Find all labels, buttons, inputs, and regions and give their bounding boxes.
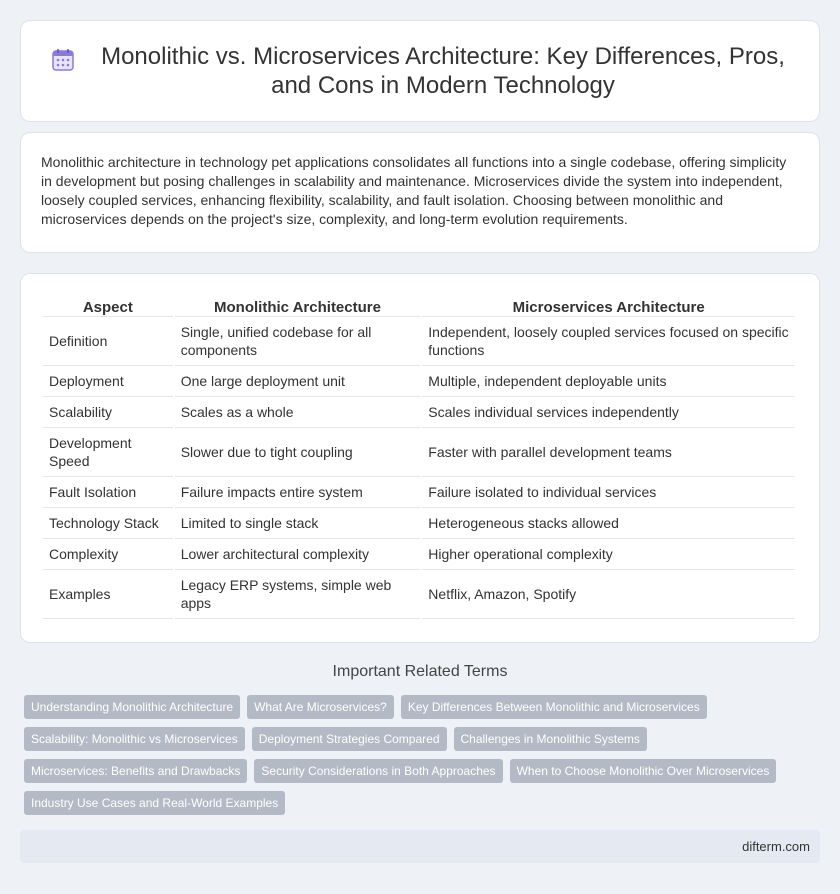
- cell-aspect: Development Speed: [43, 428, 173, 477]
- cell-aspect: Definition: [43, 317, 173, 366]
- header-aspect: Aspect: [43, 294, 173, 317]
- table-row: [43, 366, 795, 397]
- comparison-card: [20, 273, 820, 643]
- cell-microservices: Scales individual services independently: [422, 397, 795, 428]
- cell-aspect: Fault Isolation: [43, 477, 173, 508]
- related-terms-heading: Important Related Terms: [332, 663, 508, 680]
- page-title: Monolithic vs. Microservices Architecture: Key Differences, Pros, and Cons in Modern Technology: [101, 43, 785, 99]
- cell-monolithic: Legacy ERP systems, simple web apps: [175, 570, 421, 619]
- tag-row: [24, 791, 824, 815]
- table-row: [43, 477, 795, 508]
- related-term-tag[interactable]: What Are Microservices?: [247, 695, 394, 719]
- cell-microservices: Higher operational complexity: [422, 539, 795, 570]
- table-row: [43, 317, 795, 366]
- cell-microservices: Faster with parallel development teams: [422, 428, 795, 477]
- cell-aspect: Technology Stack: [43, 508, 173, 539]
- table-row: [43, 428, 795, 477]
- cell-aspect: Complexity: [43, 539, 173, 570]
- footer: [20, 830, 820, 863]
- cell-monolithic: Single, unified codebase for all components: [175, 317, 421, 366]
- related-terms-list: [24, 695, 824, 823]
- related-term-tag[interactable]: Challenges in Monolithic Systems: [454, 727, 647, 751]
- cell-aspect: Examples: [43, 570, 173, 619]
- title-card: [20, 20, 820, 122]
- cell-microservices: Multiple, independent deployable units: [422, 366, 795, 397]
- cell-aspect: Scalability: [43, 397, 173, 428]
- related-term-tag[interactable]: Microservices: Benefits and Drawbacks: [24, 759, 247, 783]
- cell-monolithic: Limited to single stack: [175, 508, 421, 539]
- cell-microservices: Netflix, Amazon, Spotify: [422, 570, 795, 619]
- tag-row: [24, 727, 824, 751]
- cell-monolithic: One large deployment unit: [175, 366, 421, 397]
- cell-microservices: Heterogeneous stacks allowed: [422, 508, 795, 539]
- table-row: [43, 397, 795, 428]
- tag-row: [24, 695, 824, 719]
- related-term-tag[interactable]: Deployment Strategies Compared: [252, 727, 447, 751]
- intro-card: [20, 132, 820, 253]
- related-term-tag[interactable]: Understanding Monolithic Architecture: [24, 695, 240, 719]
- table-row: [43, 508, 795, 539]
- calendar-icon: [51, 48, 75, 72]
- comparison-table: [41, 294, 797, 619]
- related-term-tag[interactable]: Industry Use Cases and Real-World Examples: [24, 791, 285, 815]
- table-row: [43, 570, 795, 619]
- related-term-tag[interactable]: Security Considerations in Both Approaches: [254, 759, 502, 783]
- header-microservices: Microservices Architecture: [422, 294, 795, 317]
- site-link[interactable]: difterm.com: [742, 839, 810, 854]
- tag-row: [24, 759, 824, 783]
- cell-monolithic: Scales as a whole: [175, 397, 421, 428]
- header-monolithic: Monolithic Architecture: [175, 294, 421, 317]
- related-term-tag[interactable]: Scalability: Monolithic vs Microservices: [24, 727, 245, 751]
- table-row: [43, 539, 795, 570]
- related-term-tag[interactable]: When to Choose Monolithic Over Microservices: [510, 759, 777, 783]
- cell-microservices: Failure isolated to individual services: [422, 477, 795, 508]
- table-header-row: [43, 294, 795, 317]
- cell-monolithic: Failure impacts entire system: [175, 477, 421, 508]
- related-term-tag[interactable]: Key Differences Between Monolithic and Microservices: [401, 695, 707, 719]
- intro-paragraph: Monolithic architecture in technology pet applications consolidates all functions into a single codebase, offering simplicity in development but posing challenges in scalability and maintenance. Microservices divide the system into independent, loosely coupled services, enhancing flexibility, scalability, and fault isolation. Choosing between monolithic and microservices depends on the project's size, complexity, and long-term evolution requirements.: [41, 154, 787, 227]
- cell-monolithic: Lower architectural complexity: [175, 539, 421, 570]
- cell-microservices: Independent, loosely coupled services focused on specific functions: [422, 317, 795, 366]
- cell-aspect: Deployment: [43, 366, 173, 397]
- cell-monolithic: Slower due to tight coupling: [175, 428, 421, 477]
